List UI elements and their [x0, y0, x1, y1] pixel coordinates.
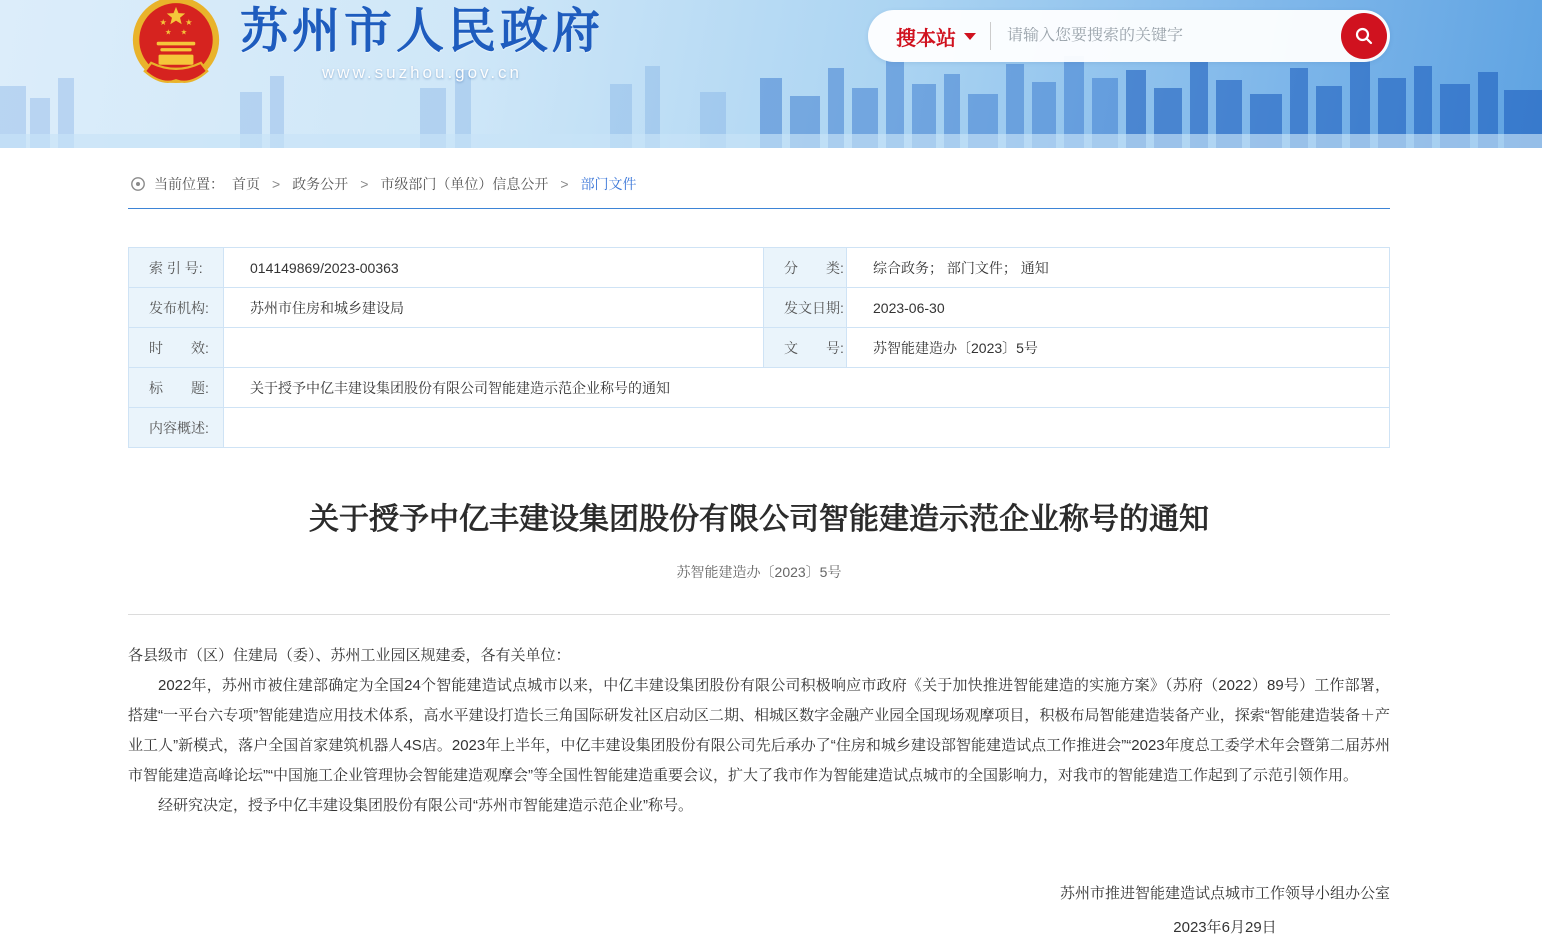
meta-value-index-number: 014149869/2023-00363 [224, 248, 764, 288]
breadcrumb-separator: > [560, 176, 569, 192]
meta-label-category: 分 类: [764, 248, 847, 288]
svg-text:★: ★ [159, 18, 167, 28]
meta-value-summary [224, 408, 1390, 448]
meta-value-validity [224, 328, 764, 368]
svg-text:★: ★ [185, 18, 193, 28]
document-number: 苏智能建造办〔2023〕5号 [676, 564, 842, 580]
meta-label-validity: 时 效: [129, 328, 224, 368]
meta-label-issuing-agency: 发布机构: [129, 288, 224, 328]
breadcrumb-prefix: 当前位置： [154, 176, 224, 192]
breadcrumb-item-home[interactable]: 首页 [232, 176, 260, 192]
meta-value-issuing-agency: 苏州市住房和城乡建设局 [224, 288, 764, 328]
meta-value-category: 综合政务； 部门文件； 通知 [847, 248, 1390, 288]
search-scope-dropdown[interactable] [896, 22, 976, 51]
meta-label-title: 标 题: [129, 368, 224, 408]
document-body [128, 641, 1390, 821]
meta-label-index-number: 索 引 号: [129, 248, 224, 288]
breadcrumb-separator: > [360, 176, 369, 192]
meta-label-summary: 内容概述: [129, 408, 224, 448]
table-row [129, 248, 1390, 288]
table-row [129, 328, 1390, 368]
breadcrumb-item-zhengwugongkai[interactable]: 政务公开 [292, 176, 349, 192]
table-row [129, 368, 1390, 408]
signature-date: 2023年6月29日 [1173, 919, 1277, 936]
body-paragraph-2: 经研究决定，授予中亿丰建设集团股份有限公司“苏州市智能建造示范企业”称号。 [158, 797, 693, 814]
meta-value-title: 关于授予中亿丰建设集团股份有限公司智能建造示范企业称号的通知 [224, 368, 1390, 408]
breadcrumb [128, 148, 1390, 208]
search-divider [990, 22, 991, 50]
signature-block [128, 877, 1390, 945]
body-paragraph-1: 2022年，苏州市被住建部确定为全国24个智能建造试点城市以来，中亿丰建设集团股份有限公司积极响应市政府《关于加快推进智能建造的实施方案》（苏府（2022）89号）工作部署，搭建“一平台六专项”智能建造应用技术体系，高水平建设打造长三角国际研发社区启动区二期、相城区数字金融产业园全国现场观摩项目，积极布局智能建造装备产业，探索“智能建造装备＋产业工人”新模式，落户全国首家建筑机器人4S店。2023年上半年，中亿丰建设集团股份有限公司先后承办了“住房和城乡建设部智能建造试点工作推进会”“2023年度总工委学术年会暨第二届苏州市智能建造高峰论坛”“中国施工企业管理协会智能建造观摩会”等全国性智能建造重要会议，扩大了我市作为智能建造试点城市的全国影响力，对我市的智能建造工作起到了示范引领作用。 [128, 677, 1390, 784]
site-title: 苏州市人民政府 [240, 5, 605, 58]
breadcrumb-separator: > [272, 176, 281, 192]
search-scope-label: 搜本站 [896, 27, 956, 50]
chevron-down-icon [964, 33, 976, 40]
table-row [129, 408, 1390, 448]
svg-text:★: ★ [180, 27, 188, 37]
meta-value-issue-date: 2023-06-30 [847, 288, 1390, 328]
table-row [129, 288, 1390, 328]
site-logo[interactable] [130, 0, 604, 106]
site-header [0, 0, 1542, 148]
location-icon [130, 176, 146, 192]
document-meta-table [128, 247, 1390, 448]
search-input[interactable] [1007, 27, 1341, 45]
breadcrumb-divider [128, 208, 1390, 209]
search-bar [868, 10, 1390, 62]
title-divider [128, 614, 1390, 615]
national-emblem-icon [130, 0, 222, 106]
meta-label-issue-date: 发文日期: [764, 288, 847, 328]
search-icon [1353, 25, 1375, 47]
meta-value-doc-number: 苏智能建造办〔2023〕5号 [847, 328, 1390, 368]
signature-organization: 苏州市推进智能建造试点城市工作领导小组办公室 [1059, 885, 1390, 902]
document-title: 关于授予中亿丰建设集团股份有限公司智能建造示范企业称号的通知 [309, 503, 1209, 536]
search-button[interactable] [1341, 13, 1387, 59]
breadcrumb-item-bumen-wenjian[interactable]: 部门文件 [580, 176, 637, 192]
site-url: www.suzhou.gov.cn [322, 62, 522, 82]
svg-text:★: ★ [164, 27, 172, 37]
breadcrumb-item-shiji-bumen[interactable]: 市级部门（单位）信息公开 [380, 176, 549, 192]
salutation: 各县级市（区）住建局（委）、苏州工业园区规建委，各有关单位： [128, 647, 571, 664]
meta-label-doc-number: 文 号: [764, 328, 847, 368]
